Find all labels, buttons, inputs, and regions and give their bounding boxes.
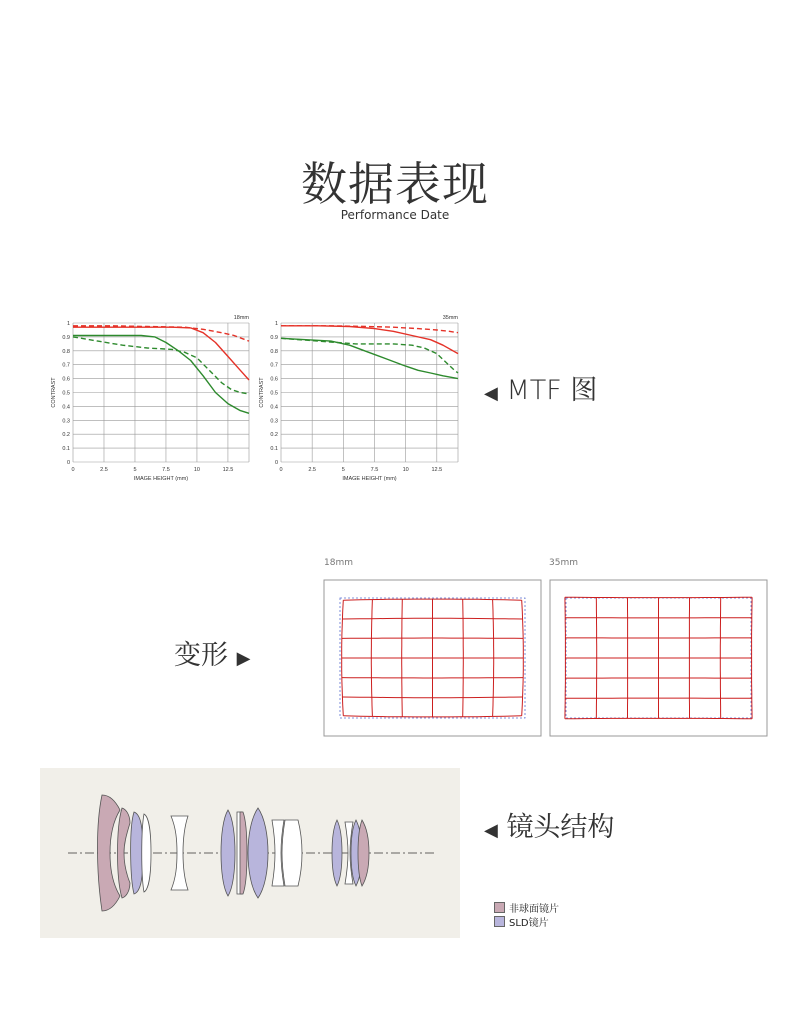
x-tick-label: 12.5 [222,467,234,473]
y-tick-label: 0.8 [62,348,70,355]
chart-title: 18mm [233,315,249,321]
x-tick-label: 2.5 [100,467,108,473]
lens-element-11 [282,820,302,886]
distortion-section-label [174,633,250,672]
y-tick-label: 0.8 [270,348,278,355]
legend-item-sld [494,914,559,928]
x-axis-label: IMAGE HEIGHT (mm) [133,476,189,482]
y-tick-label: 0.6 [62,376,70,383]
distortion-vline [752,597,753,718]
distortion-charts [322,578,770,738]
x-tick-label: 2.5 [308,467,316,473]
distortion-panel-0 [324,580,541,736]
lens-element-2-aspherical [118,808,131,898]
y-tick-label: 0.7 [270,362,278,369]
y-tick-label: 0 [66,460,70,466]
y-tick-label: 0.4 [270,404,278,411]
x-tick-label: 5 [341,467,345,473]
left-arrow-icon: ◀ [484,820,498,841]
distortion-panel-label-18: 18mm [324,558,353,568]
y-tick-label: 0.2 [62,432,70,439]
legend-label-sld: SLD镜片 [509,917,549,929]
y-tick-label: 0.1 [270,446,278,453]
distortion-panel-label-35: 35mm [549,558,578,568]
x-tick-label: 10 [402,467,409,473]
chart-title: 35mm [442,315,458,321]
lens-element-6-sld [221,810,235,896]
left-arrow-icon: ◀ [484,383,498,404]
mtf-charts [40,310,470,490]
x-tick-label: 0 [71,467,75,473]
lens-section-label [484,805,614,844]
y-axis-label: CONTRAST [259,377,265,408]
mtf-series-1 [281,326,458,333]
y-tick-label: 0.5 [270,390,278,397]
y-tick-label: 0.4 [62,404,70,411]
lens-label-text: 镜头结构 [506,812,615,843]
lens-element-3-sld [131,812,143,894]
x-tick-label: 7.5 [162,467,170,473]
lens-element-1-aspherical [97,795,120,911]
x-tick-label: 5 [133,467,137,473]
legend-label-aspherical: 非球面镜片 [509,903,559,915]
y-tick-label: 0 [274,460,278,466]
y-tick-label: 0.5 [62,390,70,397]
lens-diagram [40,768,460,938]
y-axis-label: CONTRAST [51,377,57,408]
sld-swatch [494,916,505,927]
mtf-section-label [484,368,597,407]
y-tick-label: 1 [66,321,70,327]
page-title: 数据表现 [301,157,489,211]
y-tick-label: 0.9 [62,334,70,341]
y-tick-label: 0.6 [270,376,278,383]
x-tick-label: 0 [279,467,283,473]
mtf-series-3 [281,338,458,373]
distortion-panel-1 [550,580,767,736]
mtf-chart-1 [259,315,458,482]
x-tick-label: 12.5 [431,467,443,473]
distortion-vline [565,597,566,718]
lens-element-4 [142,814,151,892]
x-tick-label: 10 [193,467,201,473]
lens-legend [494,900,559,928]
y-tick-label: 0.3 [62,418,70,425]
distortion-label-text: 变形 [174,640,228,671]
legend-item-aspherical [494,900,559,914]
y-tick-label: 0.3 [270,418,278,425]
mtf-chart-0 [51,315,249,482]
y-tick-label: 0.7 [62,362,70,369]
lens-element-15-aspherical [358,820,369,886]
y-tick-label: 1 [274,321,278,327]
lens-element-8-aspherical [240,812,247,894]
mtf-series-2 [73,336,249,414]
y-tick-label: 0.2 [270,432,278,439]
mtf-series-3 [73,337,249,394]
mtf-label-text: MTF 图 [506,375,598,406]
x-tick-label: 7.5 [370,467,379,473]
lens-element-12-sld [332,820,342,886]
y-tick-label: 0.1 [62,446,70,453]
aspherical-swatch [494,902,505,913]
lens-diagram-panel [40,768,460,938]
right-arrow-icon: ▶ [236,648,251,669]
y-tick-label: 0.9 [270,334,278,341]
x-axis-label: IMAGE HEIGHT (mm) [342,476,397,482]
mtf-series-1 [73,326,249,341]
lens-element-9-sld [248,808,268,898]
page-subtitle: Performance Date [340,208,450,222]
